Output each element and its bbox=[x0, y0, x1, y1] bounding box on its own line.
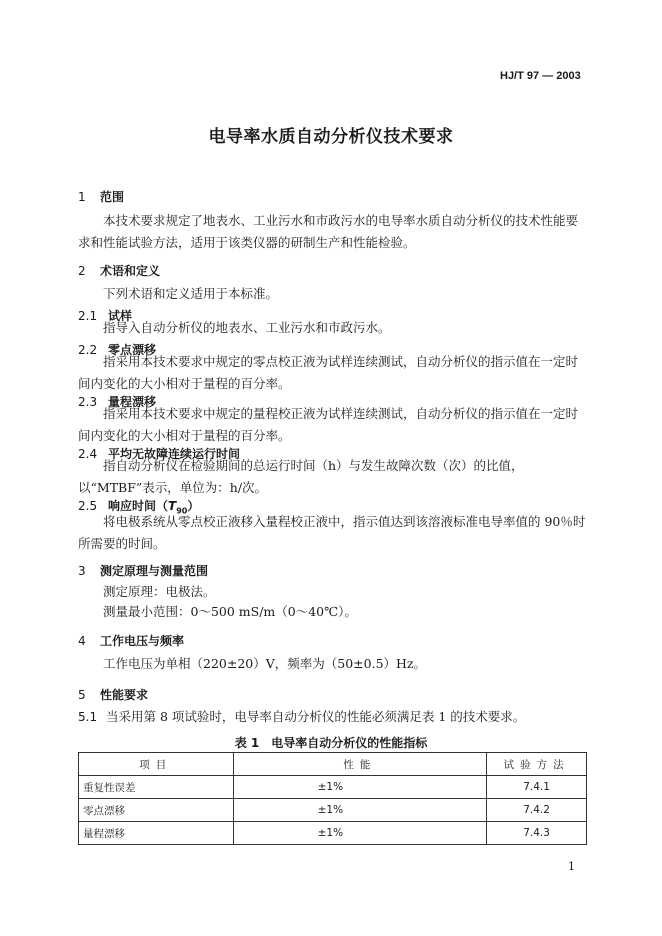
subsection-2-3-body: 指采用本技术要求中规定的量程校正液为试样连续测试，自动分析仪的指示值在一定时间内变化的大小相对于量程的百分率。 bbox=[78, 406, 579, 443]
subsection-label: 量程漂移 bbox=[108, 395, 157, 409]
column-header: 项目 bbox=[79, 753, 234, 776]
subsection-5-1 bbox=[78, 706, 525, 728]
table-row bbox=[79, 776, 587, 799]
table-cell-performance: ±1% bbox=[233, 822, 487, 845]
subsection-number: 2.1 bbox=[78, 309, 98, 323]
label-text: 响应时间（ bbox=[108, 499, 169, 513]
table-cell-item: 零点漂移 bbox=[79, 799, 234, 822]
table-caption: 表 1 电导率自动分析仪的性能指标 bbox=[234, 736, 428, 750]
table-cell-item: 量程漂移 bbox=[79, 822, 234, 845]
label-subscript: 90 bbox=[176, 506, 188, 516]
page-number: 1 bbox=[568, 860, 575, 873]
subsection-number: 2.2 bbox=[78, 343, 98, 357]
table-cell-method: 7.4.2 bbox=[487, 799, 587, 822]
section-3-heading bbox=[78, 562, 208, 579]
label-symbol: T bbox=[168, 499, 177, 513]
section-1-heading bbox=[78, 188, 124, 205]
section-number: 3 bbox=[78, 564, 86, 578]
section-number: 4 bbox=[78, 634, 86, 648]
table-cell-performance: ±1% bbox=[233, 776, 487, 799]
table-row bbox=[79, 799, 587, 822]
section-2-heading bbox=[78, 262, 160, 279]
standard-code: HJ/T 97 — 2003 bbox=[500, 70, 581, 82]
section-4-heading bbox=[78, 632, 184, 649]
subsection-2-1-body: 指导入自动分析仪的地表水、工业污水和市政污水。 bbox=[103, 320, 391, 335]
section-4-voltage: 工作电压为单相（220±20）V，频率为（50±0.5）Hz。 bbox=[103, 656, 427, 671]
section-1-body: 本技术要求规定了地表水、工业污水和市政污水的电导率水质自动分析仪的技术性能要求和性能试验方法，适用于该类仪器的研制生产和性能检验。 bbox=[78, 213, 579, 250]
section-number: 5 bbox=[78, 688, 86, 702]
section-5-heading bbox=[78, 686, 148, 703]
section-number: 1 bbox=[78, 190, 86, 204]
section-3-principle: 测定原理：电极法。 bbox=[103, 584, 216, 599]
subsection-label: 平均无故障连续运行时间 bbox=[108, 447, 241, 461]
subsection-2-2-body: 指采用本技术要求中规定的零点校正液为试样连续测试，自动分析仪的指示值在一定时间内变化的大小相对于量程的百分率。 bbox=[78, 354, 579, 391]
subsection-label: 试样 bbox=[108, 309, 133, 323]
subsection-label: 零点漂移 bbox=[108, 343, 157, 357]
column-header: 试验方法 bbox=[487, 753, 587, 776]
table-cell-performance: ±1% bbox=[233, 799, 487, 822]
subsection-body: 当采用第 8 项试验时，电导率自动分析仪的性能必须满足表 1 的技术要求。 bbox=[106, 709, 526, 724]
section-2-intro: 下列术语和定义适用于本标准。 bbox=[103, 286, 279, 301]
subsection-2-4-body: 指自动分析仪在检验期间的总运行时间（h）与发生故障次数（次）的比值，以“MTBF”表示，单位为：h/次。 bbox=[78, 458, 524, 495]
section-3-range: 测量最小范围：0～500 mS/m（0～40℃）。 bbox=[103, 604, 357, 619]
table-cell-method: 7.4.3 bbox=[487, 822, 587, 845]
subsection-number: 2.5 bbox=[78, 499, 98, 513]
column-header: 性能 bbox=[233, 753, 487, 776]
subsection-2-5-body: 将电极系统从零点校正液移入量程校正液中，指示值达到该溶液标准电导率值的 90％时所需要的时间。 bbox=[78, 514, 586, 551]
table-row bbox=[79, 822, 587, 845]
subsection-number: 2.4 bbox=[78, 447, 98, 461]
subsection-number: 2.3 bbox=[78, 395, 98, 409]
section-title: 性能要求 bbox=[100, 688, 149, 702]
section-title: 范围 bbox=[100, 190, 125, 204]
performance-table bbox=[78, 752, 587, 845]
table-cell-item: 重复性误差 bbox=[79, 776, 234, 799]
section-title: 术语和定义 bbox=[100, 264, 161, 278]
table-header-row bbox=[79, 753, 587, 776]
table-cell-method: 7.4.1 bbox=[487, 776, 587, 799]
section-title: 工作电压与频率 bbox=[100, 634, 185, 648]
label-end: ） bbox=[187, 499, 200, 513]
section-title: 测定原理与测量范围 bbox=[100, 564, 209, 578]
subsection-number: 5.1 bbox=[78, 710, 98, 724]
section-number: 2 bbox=[78, 264, 86, 278]
page-title: 电导率水质自动分析仪技术要求 bbox=[208, 127, 454, 147]
